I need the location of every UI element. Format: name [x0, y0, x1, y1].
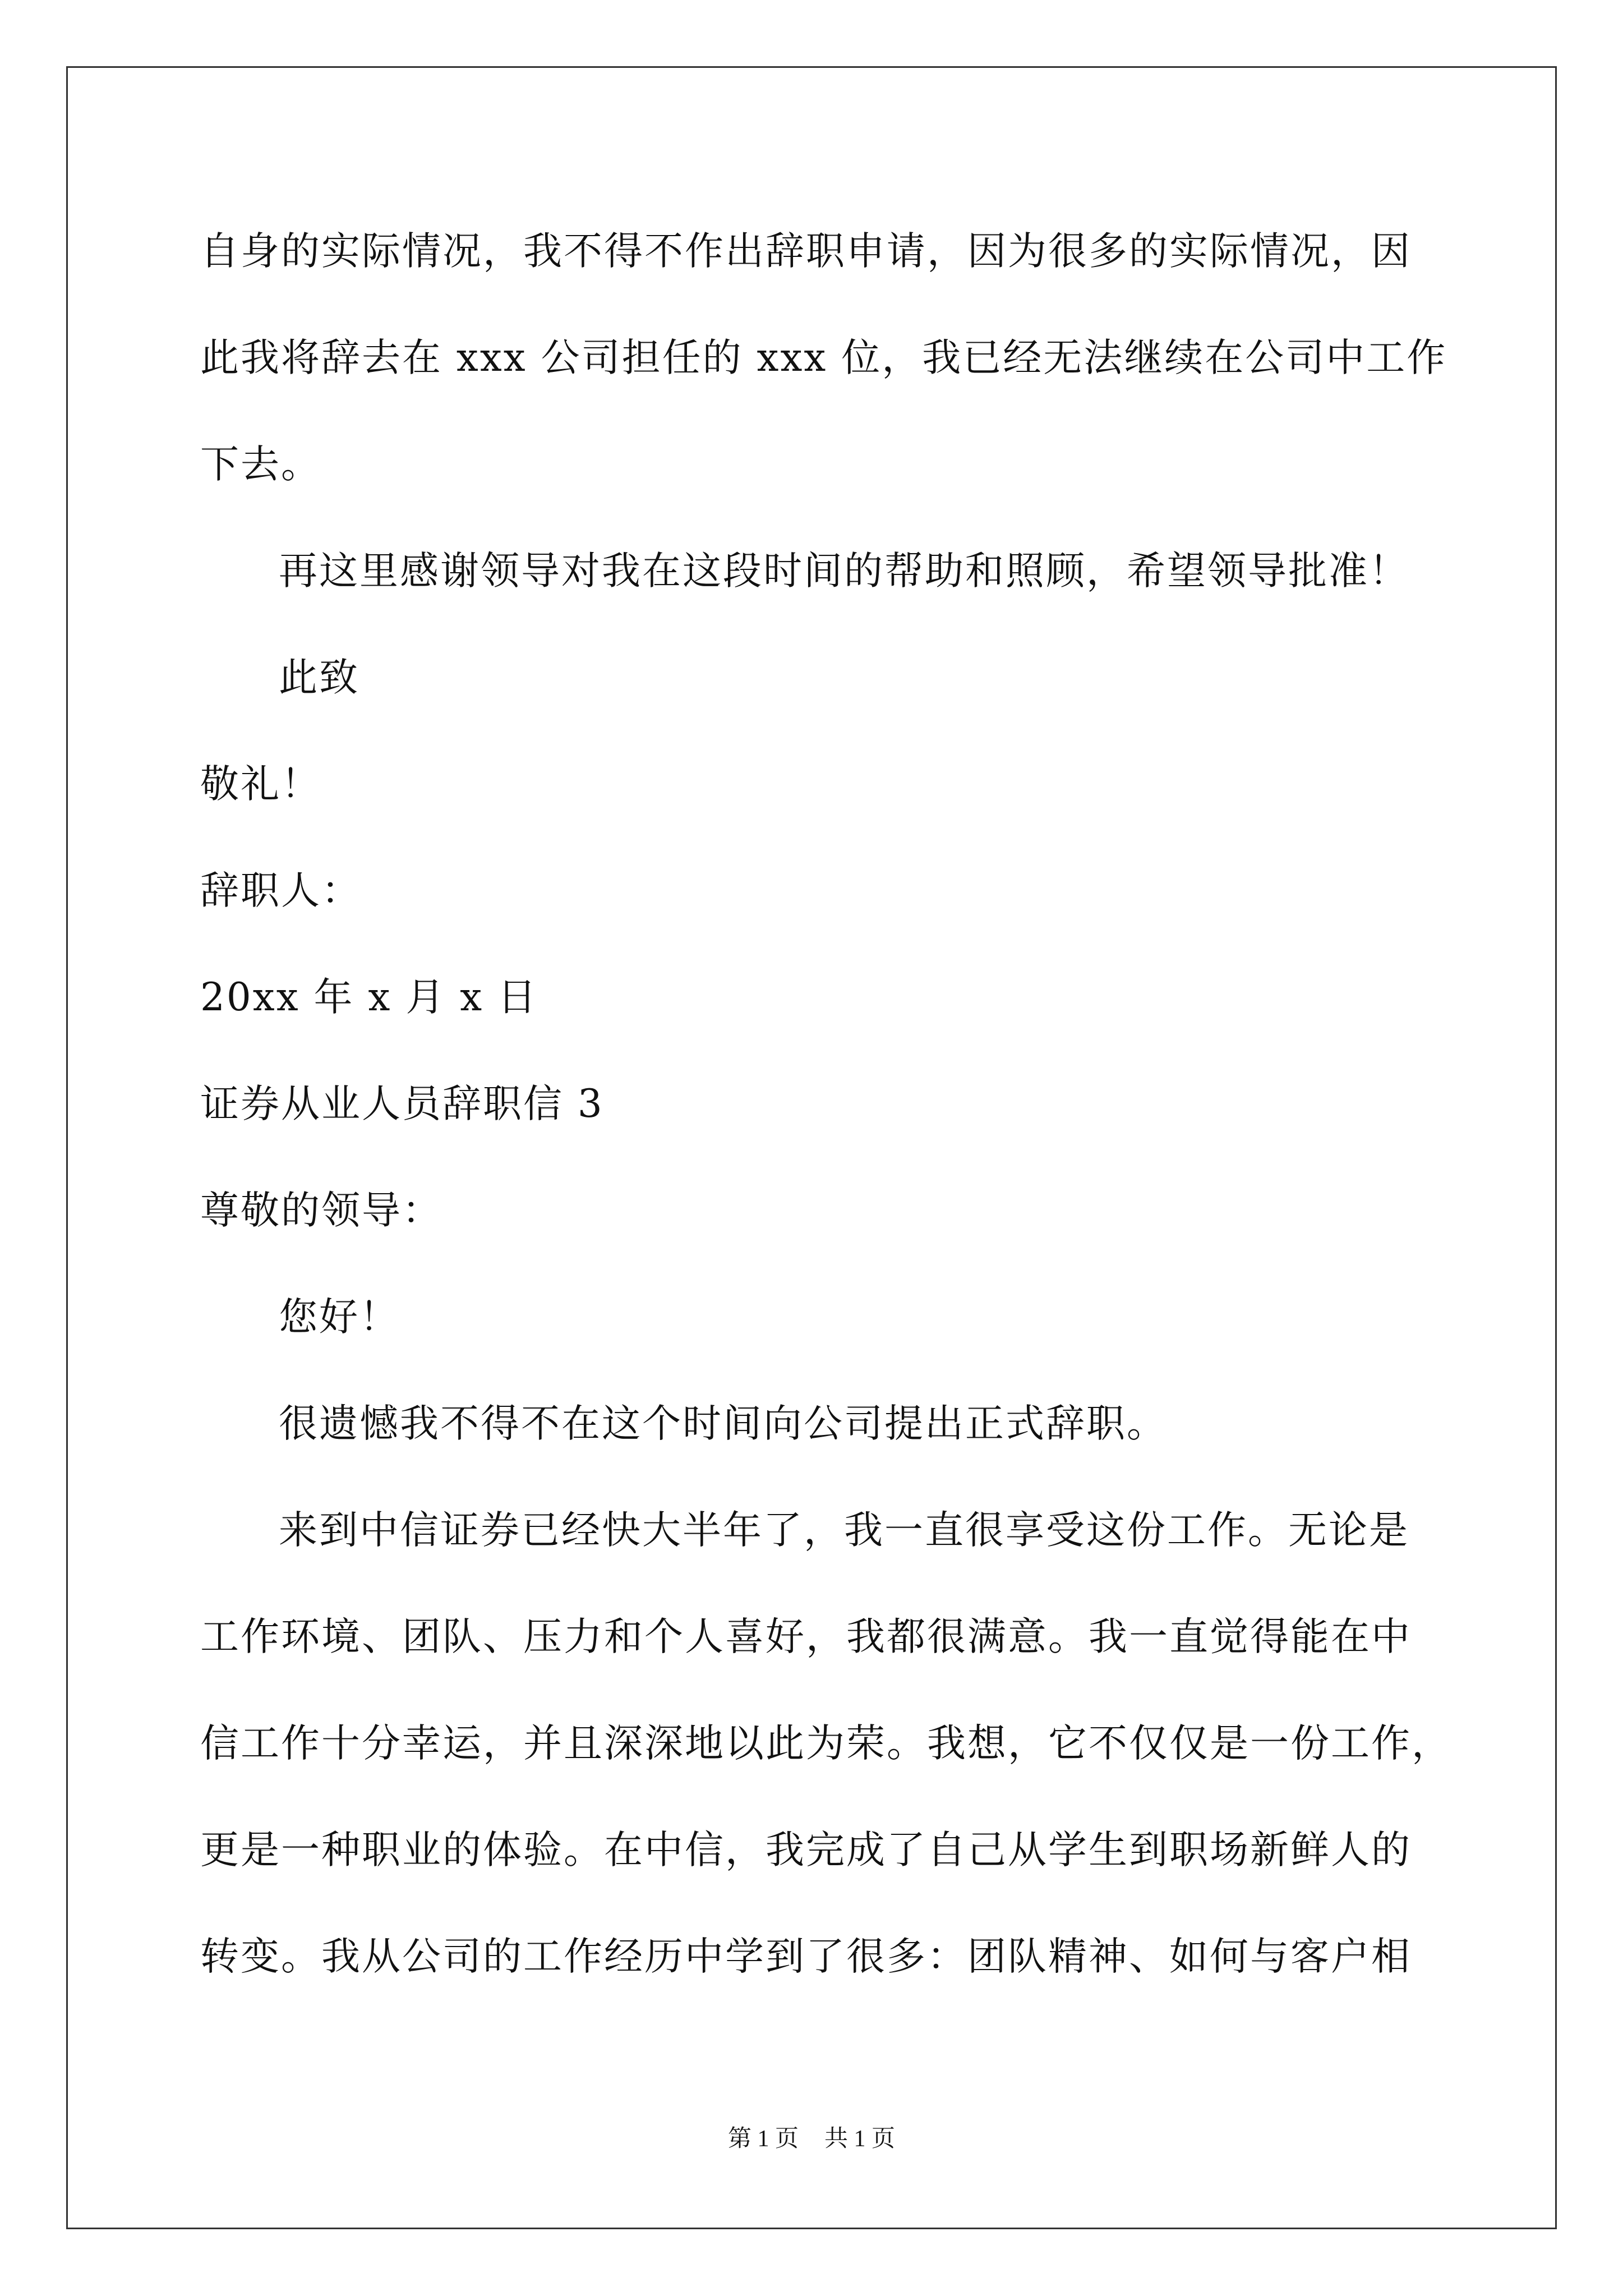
- page-footer: [0, 2125, 1623, 2153]
- body-line-3: 下去。: [200, 442, 321, 487]
- body-line-12: 很遗憾我不得不在这个时间向公司提出正式辞职。: [279, 1401, 1167, 1446]
- body-line-2: 此我将辞去在 xxx 公司担任的 xxx 位，我已经无法继续在公司中工作: [200, 335, 1447, 380]
- letter-hello: 您好！: [279, 1295, 400, 1340]
- page-number-total: 共 1 页: [824, 2126, 896, 2152]
- body-line-1: 自身的实际情况，我不得不作出辞职申请，因为很多的实际情况，因: [200, 229, 1412, 274]
- body-line-13: 来到中信证券已经快大半年了，我一直很享受这份工作。无论是: [279, 1508, 1409, 1553]
- letter-greeting: 尊敬的领导：: [200, 1188, 442, 1233]
- body-line-17: 转变。我从公司的工作经历中学到了很多：团队精神、如何与客户相: [200, 1934, 1412, 1979]
- closing-salutation: 此致: [279, 655, 359, 700]
- closing-regards: 敬礼！: [200, 762, 321, 807]
- closing-thanks: 再这里感谢领导对我在这段时间的帮助和照顾，希望领导批准！: [279, 549, 1409, 593]
- section-title: 证券从业人员辞职信 3: [200, 1082, 604, 1126]
- body-line-15: 信工作十分幸运，并且深深地以此为荣。我想，它不仅仅是一份工作，: [200, 1721, 1452, 1766]
- signature-date: 20xx 年 x 月 x 日: [200, 975, 538, 1020]
- page-frame: [66, 66, 1557, 2229]
- body-line-16: 更是一种职业的体验。在中信，我完成了自己从学生到职场新鲜人的: [200, 1828, 1412, 1872]
- signature-label: 辞职人：: [200, 868, 362, 913]
- body-line-14: 工作环境、团队、压力和个人喜好，我都很满意。我一直觉得能在中: [200, 1614, 1412, 1659]
- page-number-current: 第 1 页: [727, 2126, 799, 2152]
